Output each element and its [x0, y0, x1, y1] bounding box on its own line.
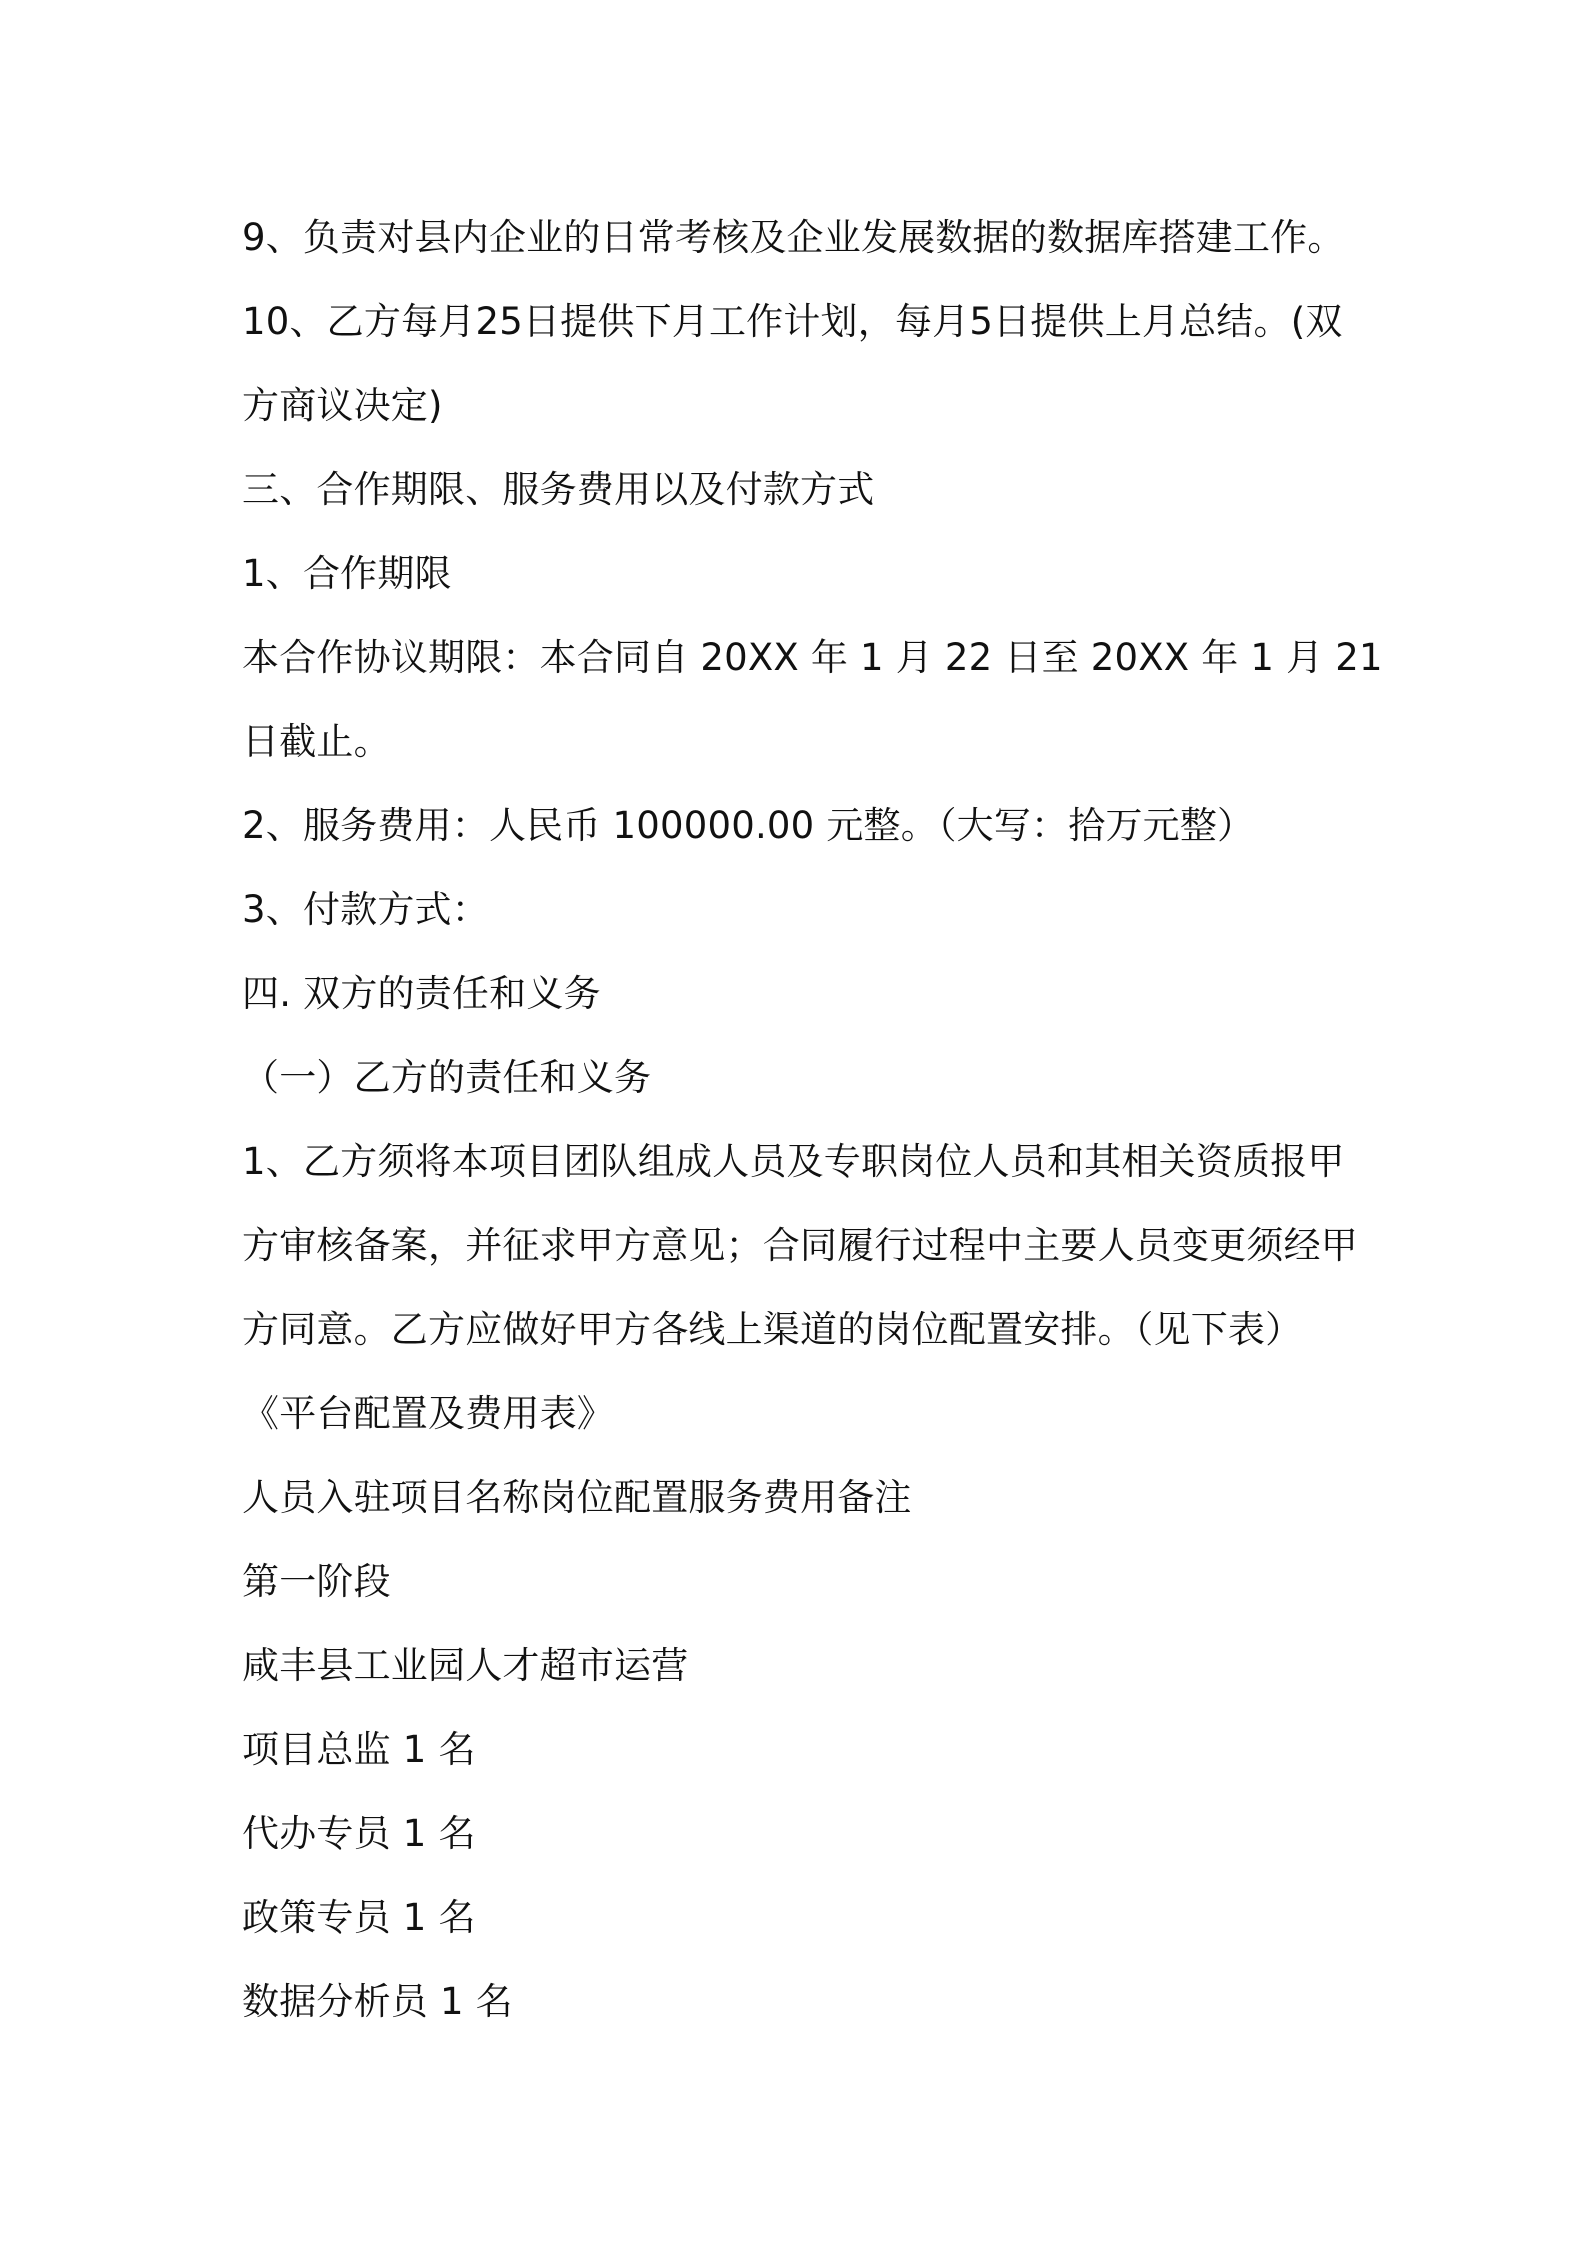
project-name: 咸丰县工业园人才超市运营 [242, 1644, 689, 1687]
cooperation-term-line-2: 日截止。 [242, 720, 391, 763]
party-b-duty-1-line-1: 1、乙方须将本项目团队组成人员及专职岗位人员和其相关资质报甲 [242, 1140, 1345, 1183]
section-3-heading: 三、合作期限、服务费用以及付款方式 [242, 468, 875, 511]
item-9-line: 9、负责对县内企业的日常考核及企业发展数据的数据库搭建工作。 [242, 216, 1345, 259]
item-10-line-2: 方商议决定) [242, 384, 443, 427]
table-title: 《平台配置及费用表》 [242, 1392, 614, 1435]
role-policy-specialist: 政策专员 1 名 [242, 1896, 476, 1939]
party-b-duty-1-line-2: 方审核备案，并征求甲方意见；合同履行过程中主要人员变更须经甲 [242, 1224, 1358, 1267]
section-4-heading: 四. 双方的责任和义务 [242, 972, 601, 1015]
stage-label: 第一阶段 [242, 1560, 391, 1603]
item-10-line-1: 10、乙方每月25日提供下月工作计划，每月5日提供上月总结。(双 [242, 300, 1343, 343]
payment-method-line: 3、付款方式： [242, 888, 489, 931]
role-agent-specialist: 代办专员 1 名 [242, 1812, 476, 1855]
service-fee-line: 2、服务费用：人民币 100000.00 元整。（大写：拾万元整） [242, 804, 1255, 847]
document-body [242, 196, 1383, 2044]
cooperation-term-line-1: 本合作协议期限：本合同自 20XX 年 1 月 22 日至 20XX 年 1 月 21 [242, 636, 1383, 679]
party-b-duty-1-line-3: 方同意。乙方应做好甲方各线上渠道的岗位配置安排。（见下表） [242, 1308, 1303, 1351]
table-header-line: 人员入驻项目名称岗位配置服务费用备注 [242, 1476, 912, 1519]
cooperation-term-heading: 1、合作期限 [242, 552, 452, 595]
party-b-duties-heading: （一）乙方的责任和义务 [242, 1056, 652, 1099]
role-data-analyst: 数据分析员 1 名 [242, 1980, 513, 2023]
role-project-director: 项目总监 1 名 [242, 1728, 476, 1771]
